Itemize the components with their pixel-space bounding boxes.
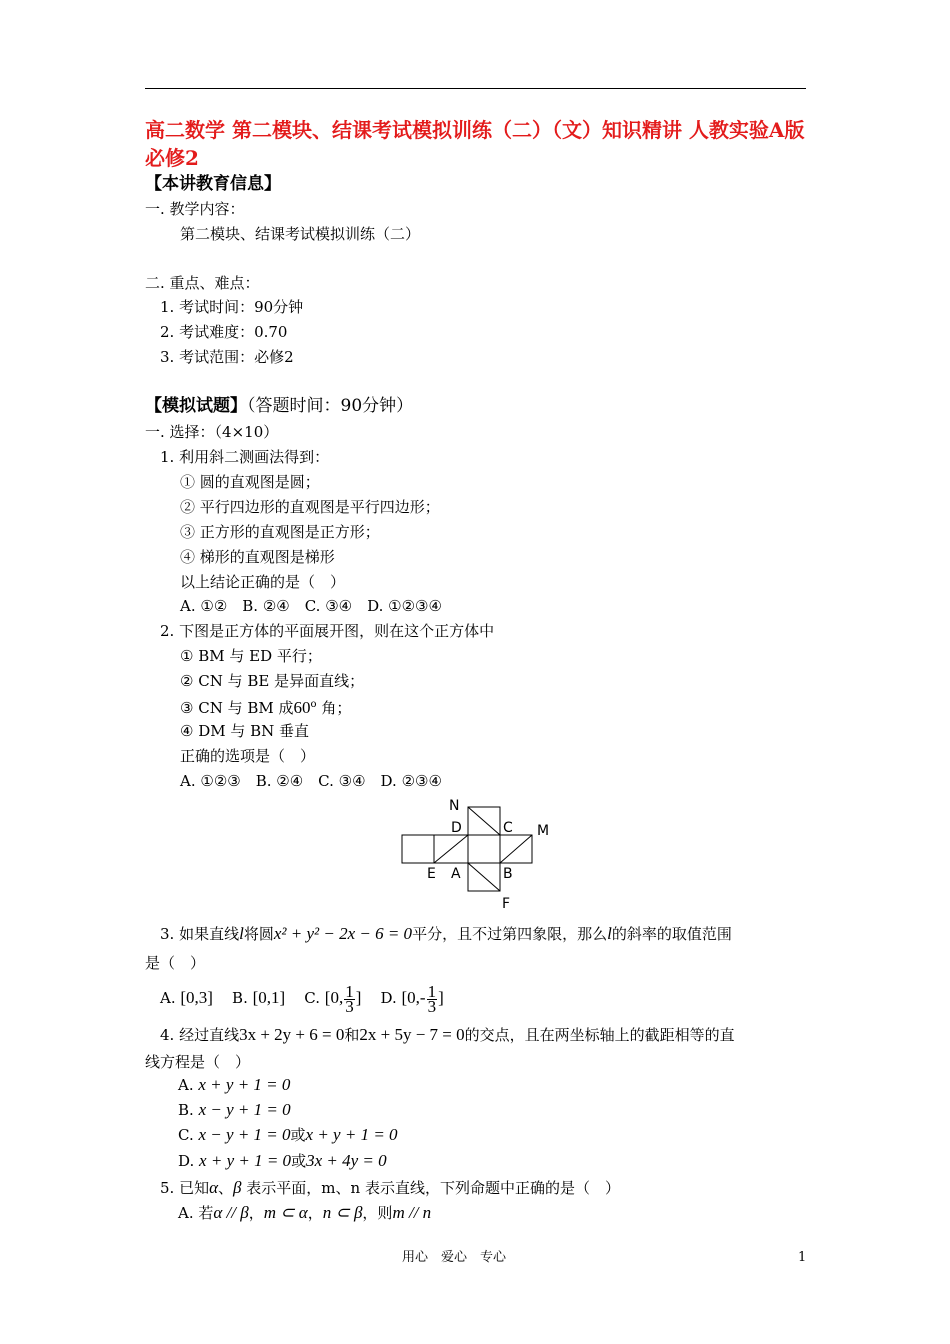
q2-stem: 2. 下图是正方体的平面展开图，则在这个正方体中 (160, 622, 495, 640)
or-word: 或 (290, 1126, 306, 1144)
q1-option: ① 圆的直观图是圆； (180, 473, 320, 491)
teaching-content-text: 第二模块、结课考试模拟训练（二） (180, 225, 421, 243)
q1-option: ② 平行四边形的直观图是平行四边形； (180, 498, 440, 516)
option-label: B. (178, 1101, 194, 1119)
q3-post2: 的斜率的取值范围 (611, 925, 732, 943)
section-heading-info: 【本讲教育信息】 (145, 174, 281, 194)
q1-answers: A. ①② B. ②④ C. ③④ D. ①②③④ (180, 597, 442, 615)
comma: ， (248, 1204, 264, 1222)
q2-answers: A. ①②③ B. ②④ C. ③④ D. ②③④ (180, 772, 442, 790)
q2-option3-post: 角； (321, 699, 352, 717)
option-equation: x − y + 1 = 0 (198, 1100, 291, 1119)
option-label: A. 若 (178, 1204, 214, 1222)
part-one-label: 一. 选择：（4×10） (145, 423, 279, 441)
key-point-item: 3. 考试范围：必修2 (160, 348, 294, 366)
q3-option-d (401, 981, 444, 1016)
q5-stem (160, 1178, 620, 1198)
plane-beta: β (233, 1178, 242, 1197)
q4-option-a (178, 1075, 290, 1095)
q5-post: 表示平面，m、n 表示直线，下列命题中正确的是（ ） (246, 1179, 620, 1197)
q3-pre: 3. 如果直线 (160, 925, 240, 943)
vertex-label-c: C (503, 820, 513, 836)
q2-option3-pre: ③ CN 与 BM 成 (180, 699, 294, 717)
option-equation: 3x + 4y = 0 (306, 1151, 387, 1170)
q3-option-d-label: D. (380, 989, 397, 1007)
bracket-close: ] (355, 988, 362, 1007)
q3-option-c (324, 981, 362, 1016)
diagonal-line (434, 835, 468, 863)
option-equation: x + y + 1 = 0 (305, 1125, 398, 1144)
q4-option-d (178, 1151, 387, 1171)
q3-line2: 是（ ） (145, 954, 206, 972)
key-point-item: 2. 考试难度：0.70 (160, 323, 288, 341)
exam-heading-line (145, 396, 413, 416)
condition: n ⊂ β (322, 1203, 363, 1222)
q3-option-b-label: B. (232, 989, 248, 1007)
teaching-content-label: 一. 教学内容： (145, 200, 245, 218)
exam-time-note: （答题时间：90分钟） (247, 396, 414, 416)
page-number: 1 (798, 1250, 807, 1265)
q3-option-a: [0,3] (180, 988, 213, 1007)
bracket-close: ] (438, 988, 444, 1007)
q4-post: 的交点，且在两坐标轴上的截距相等的直 (464, 1026, 735, 1044)
exam-heading: 【模拟试题】 (145, 396, 247, 416)
then-word: ，则 (362, 1204, 393, 1222)
q3-post: 平分，且不过第四象限，那么 (412, 925, 608, 943)
q1-option: ④ 梯形的直观图是梯形 (180, 548, 335, 566)
header-rule (145, 88, 806, 89)
q2-ask: 正确的选项是（ ） (180, 747, 316, 765)
key-point-item: 1. 考试时间：90分钟 (160, 298, 304, 316)
line-l: l (239, 924, 244, 943)
vertex-label-e: E (427, 866, 436, 882)
separator: 、 (218, 1179, 234, 1197)
q4-line2: 线方程是（ ） (145, 1053, 251, 1071)
comma: ， (307, 1204, 323, 1222)
plane-alpha: α (209, 1178, 219, 1197)
q4-and: 和 (344, 1026, 360, 1044)
fraction (427, 981, 438, 1016)
option-equation: x + y + 1 = 0 (199, 1151, 292, 1170)
option-equation: x − y + 1 = 0 (198, 1125, 291, 1144)
q3-option-d-pre: [0,- (401, 988, 426, 1007)
condition: α // β (213, 1203, 249, 1222)
option-label: D. (178, 1152, 195, 1170)
diagonal-line (468, 807, 500, 835)
vertex-label-b: B (503, 866, 513, 882)
q4-stem (160, 1025, 735, 1045)
diagonal-line (468, 863, 500, 891)
circle-equation: x² + y² − 2x − 6 = 0 (273, 924, 413, 943)
vertex-label-m: M (537, 823, 550, 839)
net-face-left (402, 835, 434, 863)
vertex-label-n: N (449, 798, 460, 814)
fraction-numerator: 1 (427, 981, 437, 1001)
vertex-label-f: F (502, 896, 511, 912)
q2-option: ① BM 与 ED 平行； (180, 647, 322, 665)
option-equation: x + y + 1 = 0 (198, 1075, 291, 1094)
q1-stem: 1. 利用斜二测画法得到： (160, 448, 330, 466)
net-face-center (468, 835, 500, 863)
q3-stem (160, 924, 732, 944)
key-points-label: 二. 重点、难点： (145, 274, 260, 292)
cube-net-figure (395, 795, 565, 915)
q2-option: ③ CN 与 BM 成60$^o$ 角； (180, 698, 352, 717)
option-label: A. (178, 1076, 194, 1094)
fraction (344, 981, 355, 1016)
q4-option-b (178, 1100, 291, 1120)
q1-option: ③ 正方形的直观图是正方形； (180, 523, 380, 541)
q3-option-c-label: C. (304, 989, 320, 1007)
q5-option-a (178, 1203, 431, 1223)
fraction-numerator: 1 (345, 981, 354, 1001)
q3-answers (160, 980, 444, 1016)
fraction-denominator: 3 (427, 996, 437, 1016)
q2-option: ② CN 与 BE 是异面直线； (180, 672, 365, 690)
vertex-label-d: D (451, 820, 462, 836)
diagonal-line (500, 835, 532, 863)
q2-option: ④ DM 与 BN 垂直 (180, 722, 310, 740)
line-equation-2: 2x + 5y − 7 = 0 (359, 1025, 465, 1044)
footer-slogan: 用心 爱心 专心 (402, 1250, 507, 1265)
q3-mid: 将圆 (243, 925, 274, 943)
q1-ask: 以上结论正确的是（ ） (180, 573, 346, 591)
vertex-label-a: A (451, 866, 461, 882)
q5-pre: 5. 已知 (160, 1179, 210, 1197)
conclusion: m // n (392, 1203, 432, 1222)
q3-option-b: [0,1] (252, 988, 286, 1007)
q3-option-a-label: A. (160, 989, 176, 1007)
page-title: 高二数学 第二模块、结课考试模拟训练（二）（文）知识精讲 人教实验A版必修2 (145, 118, 805, 170)
condition: m ⊂ α (263, 1203, 308, 1222)
q4-option-c (178, 1125, 398, 1145)
q4-pre: 4. 经过直线 (160, 1026, 240, 1044)
or-word: 或 (291, 1152, 307, 1170)
q3-option-c-pre: [0, (324, 988, 344, 1007)
line-l: l (607, 924, 612, 943)
angle-value: 60 (293, 698, 311, 717)
fraction-denominator: 3 (345, 996, 354, 1016)
line-equation-1: 3x + 2y + 6 = 0 (239, 1025, 345, 1044)
option-label: C. (178, 1126, 194, 1144)
